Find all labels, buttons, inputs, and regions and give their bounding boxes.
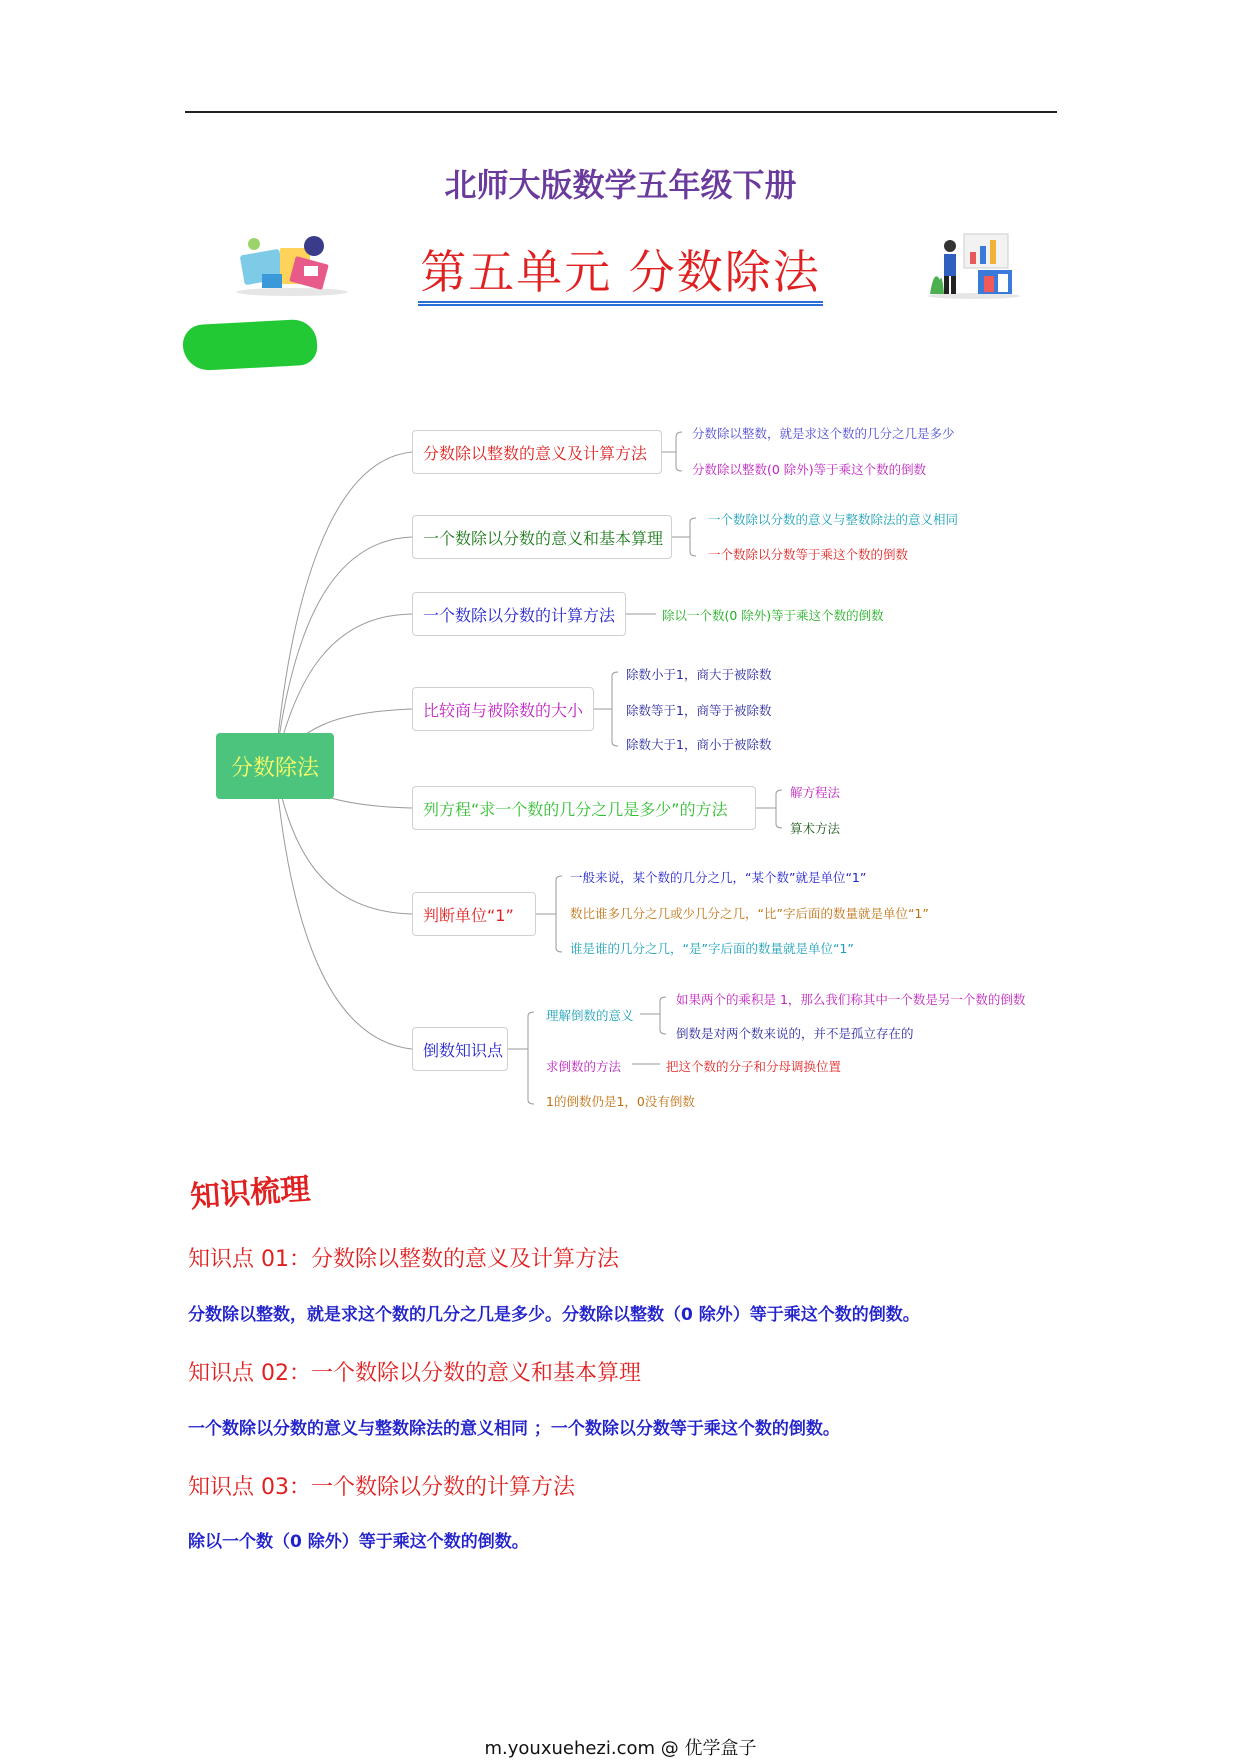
leaf-2-2: 一个数除以分数等于乘这个数的倒数: [708, 547, 909, 562]
knowledge-point-body-2: 一个数除以分数的意义与整数除法的意义相同 ；一个数除以分数等于乘这个数的倒数。: [188, 1419, 840, 1439]
leaf-5-2: 算术方法: [790, 821, 841, 836]
sub-7-1: 理解倒数的意义: [546, 1008, 634, 1023]
branch-node-5: 列方程“求一个数的几分之几是多少”的方法: [412, 786, 756, 830]
leaf-4-1: 除数小于1，商大于被除数: [626, 667, 772, 682]
leaf-6-3: 谁是谁的几分之几，“是”字后面的数量就是单位“1”: [570, 941, 854, 956]
footer-source: m.youxuehezi.com @ 优学盒子: [484, 1738, 757, 1759]
leaf-7-2-1: 把这个数的分子和分母调换位置: [666, 1059, 842, 1074]
knowledge-point-heading-2: 知识点 02：一个数除以分数的意义和基本算理: [188, 1361, 641, 1386]
knowledge-point-heading-3: 知识点 03：一个数除以分数的计算方法: [188, 1475, 575, 1500]
branch-node-2: 一个数除以分数的意义和基本算理: [412, 515, 672, 559]
leaf-1-2: 分数除以整数(0 除外)等于乘这个数的倒数: [692, 462, 927, 477]
branch-node-6: 判断单位“1”: [412, 892, 536, 936]
leaf-6-1: 一般来说，某个数的几分之几，“某个数”就是单位“1”: [570, 870, 867, 885]
unit-title: 第五单元 分数除法: [0, 236, 1241, 302]
leaf-1-1: 分数除以整数，就是求这个数的几分之几是多少: [692, 426, 955, 441]
subject-title: 北师大版数学五年级下册: [444, 166, 797, 204]
leaf-3-1: 除以一个数(0 除外)等于乘这个数的倒数: [662, 608, 884, 623]
mindmap-root: 分数除法: [216, 733, 334, 799]
branch-node-4: 比较商与被除数的大小: [412, 687, 594, 731]
knowledge-point-body-3: 除以一个数（0 除外）等于乘这个数的倒数。: [188, 1532, 529, 1552]
sub-7-2: 求倒数的方法: [546, 1059, 622, 1074]
leaf-6-2: 数比谁多几分之几或少几分之几，“比”字后面的数量就是单位“1”: [570, 906, 929, 921]
leaf-4-3: 除数大于1，商小于被除数: [626, 737, 772, 752]
section-title: 知识梳理: [189, 1171, 312, 1216]
knowledge-point-heading-1: 知识点 01：分数除以整数的意义及计算方法: [188, 1247, 619, 1272]
leaf-7-1-1: 如果两个的乘积是 1，那么我们称其中一个数是另一个数的倒数: [676, 992, 1026, 1007]
sub-7-3: 1的倒数仍是1，0没有倒数: [546, 1094, 695, 1109]
leaf-5-1: 解方程法: [790, 785, 841, 800]
leaf-4-2: 除数等于1，商等于被除数: [626, 703, 772, 718]
branch-node-3: 一个数除以分数的计算方法: [412, 592, 626, 636]
branch-node-7: 倒数知识点: [412, 1027, 508, 1071]
leaf-7-1-2: 倒数是对两个数来说的，并不是孤立存在的: [676, 1026, 914, 1041]
branch-node-1: 分数除以整数的意义及计算方法: [412, 430, 662, 474]
knowledge-point-body-1: 分数除以整数，就是求这个数的几分之几是多少。分数除以整数（0 除外）等于乘这个数的倒数。: [188, 1305, 920, 1325]
leaf-2-1: 一个数除以分数的意义与整数除法的意义相同: [708, 512, 959, 527]
